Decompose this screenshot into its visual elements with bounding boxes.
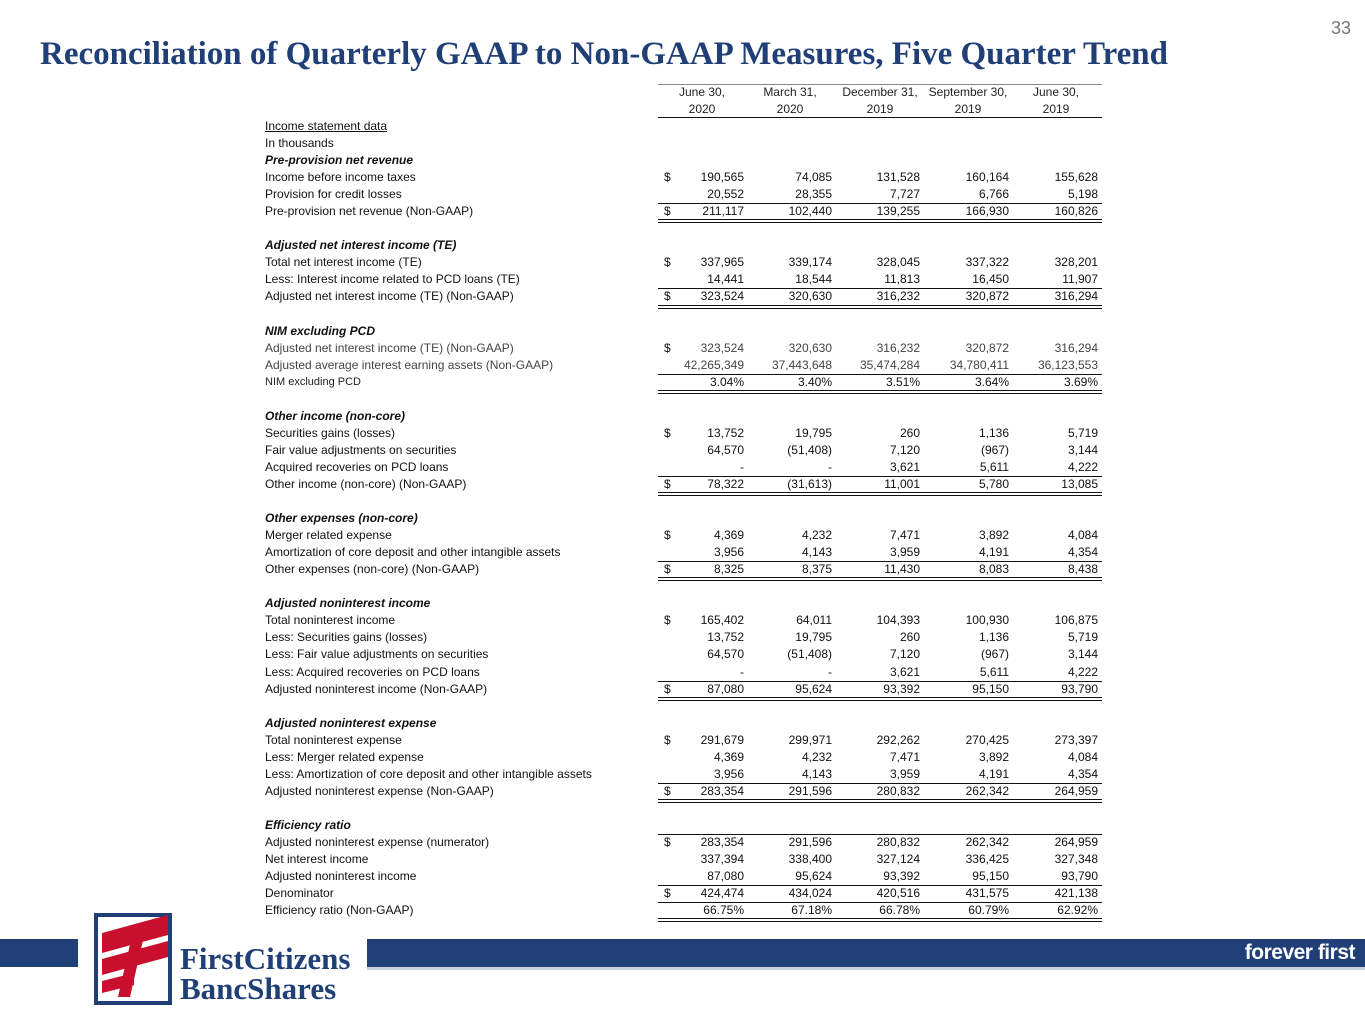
row-label: NIM excluding PCD [265, 375, 361, 388]
table-row [262, 408, 1102, 425]
row-label: Fair value adjustments on securities [265, 442, 457, 457]
cell-value: 3,621 [889, 664, 920, 679]
cell-value: 337,965 [700, 255, 744, 270]
cell-value: 4,222 [1067, 459, 1098, 474]
row-label: NIM excluding PCD [265, 323, 376, 338]
cell-value: 327,124 [876, 852, 920, 867]
cell-value: 270,425 [965, 732, 1009, 747]
table-header [262, 84, 1102, 118]
table-row [262, 220, 1102, 237]
cell-value: 7,120 [889, 647, 920, 662]
cell-value: 5,611 [979, 664, 1009, 679]
dollar-sign: $ [664, 681, 671, 696]
table-row [262, 306, 1102, 323]
row-label: Adjusted noninterest income (Non-GAAP) [265, 681, 488, 696]
cell-value: 60.79% [968, 903, 1009, 918]
cell-value: 3,144 [1067, 647, 1098, 662]
cell-value: 5,611 [979, 459, 1009, 474]
cell-value: 7,471 [889, 749, 920, 764]
cell-value: 5,780 [978, 476, 1009, 491]
cell-value: 328,201 [1054, 255, 1098, 270]
row-label: Adjusted noninterest expense [265, 715, 437, 730]
cell-value: 87,080 [707, 869, 744, 884]
row-label: Efficiency ratio (Non-GAAP) [265, 903, 414, 918]
cell-value: 336,425 [965, 852, 1009, 867]
row-label: Adjusted noninterest expense (Non-GAAP) [265, 783, 494, 798]
cell-value: 28,355 [795, 187, 832, 202]
table-row [262, 425, 1102, 442]
footer-bar-left [0, 939, 78, 967]
dollar-sign: $ [664, 562, 671, 577]
cell-value: - [828, 664, 832, 679]
cell-value: 11,907 [1062, 272, 1098, 287]
cell-value: 211,117 [702, 204, 744, 219]
cell-value: 3.51% [885, 374, 920, 389]
cell-value: 1,136 [978, 425, 1009, 440]
cell-value: 93,790 [1061, 681, 1098, 696]
cell-value: (51,408) [787, 647, 832, 662]
cell-value: 3,144 [1067, 442, 1098, 457]
cell-value: 4,084 [1067, 528, 1098, 543]
table-row [262, 851, 1102, 868]
footer-bar-shadow [367, 967, 1365, 970]
cell-value: 74,085 [795, 170, 832, 185]
cell-value: 338,400 [788, 852, 832, 867]
table-row [262, 271, 1102, 288]
table-row [262, 118, 1102, 135]
row-label: Adjusted net interest income (TE) (Non-GAAP) [265, 340, 514, 355]
cell-value: 328,045 [876, 255, 920, 270]
table-row [262, 186, 1102, 203]
row-label: Net interest income [265, 852, 369, 867]
cell-value: 166,930 [965, 204, 1009, 219]
cell-value: 320,872 [965, 340, 1009, 355]
cell-value: 3,621 [889, 459, 920, 474]
cell-value: 155,628 [1054, 170, 1098, 185]
cell-value: 4,143 [801, 766, 832, 781]
table-row [262, 817, 1102, 834]
dollar-sign: $ [664, 255, 671, 270]
table-row [262, 595, 1102, 612]
cell-value: 291,596 [788, 783, 832, 798]
logo-line1: FirstCitizens [180, 941, 351, 976]
cell-value: 7,120 [889, 442, 920, 457]
dollar-sign: $ [664, 732, 671, 747]
cell-value: 320,630 [788, 340, 832, 355]
cell-value: 19,795 [795, 425, 832, 440]
cell-value: - [740, 664, 744, 679]
cell-value: 3.04% [709, 374, 744, 389]
table-row [262, 476, 1102, 493]
cell-value: 13,752 [707, 630, 744, 645]
column-header-4-line2: 2019 [1042, 102, 1070, 116]
cell-value: (967) [980, 647, 1009, 662]
cell-value: 280,832 [876, 834, 920, 849]
table-row [262, 288, 1102, 305]
cell-value: 78,322 [707, 476, 744, 491]
cell-value: 316,232 [876, 289, 920, 304]
cell-value: - [740, 459, 744, 474]
cell-value: 316,294 [1054, 340, 1098, 355]
cell-value: 5,719 [1067, 630, 1098, 645]
table-row [262, 902, 1102, 919]
row-label: Other expenses (non-core) [265, 511, 418, 526]
column-header-1-line2: 2020 [776, 102, 804, 116]
dollar-sign: $ [664, 613, 671, 628]
table-row [262, 237, 1102, 254]
table-row [262, 510, 1102, 527]
cell-value: 283,354 [700, 834, 744, 849]
column-header-0-line1: June 30, [678, 85, 726, 99]
total-double-rule [658, 921, 1102, 922]
cell-value: 337,394 [700, 852, 744, 867]
cell-value: 434,024 [788, 886, 832, 901]
cell-value: 264,959 [1054, 834, 1098, 849]
row-label: Adjusted net interest income (TE) (Non-GAAP) [265, 289, 514, 304]
cell-value: 131,528 [876, 170, 920, 185]
cell-value: 165,402 [700, 613, 744, 628]
cell-value: 320,872 [965, 289, 1009, 304]
row-label: Pre-provision net revenue (Non-GAAP) [265, 204, 474, 219]
row-label: Less: Fair value adjustments on securities [265, 647, 489, 662]
table-row [262, 732, 1102, 749]
table-row [262, 544, 1102, 561]
table-row [262, 664, 1102, 681]
row-label: Income before income taxes [265, 170, 416, 185]
cell-value: 8,083 [978, 562, 1009, 577]
cell-value: 3.40% [797, 374, 832, 389]
dollar-sign: $ [664, 783, 671, 798]
cell-value: 421,138 [1054, 886, 1098, 901]
table-row [262, 527, 1102, 544]
table-row [262, 834, 1102, 851]
dollar-sign: $ [664, 834, 671, 849]
cell-value: 316,294 [1054, 289, 1098, 304]
cell-value: 8,438 [1067, 562, 1098, 577]
cell-value: 36,123,553 [1037, 357, 1098, 372]
cell-value: 4,222 [1067, 664, 1098, 679]
cell-value: 4,143 [801, 545, 832, 560]
row-label: Less: Merger related expense [265, 749, 424, 764]
cell-value: 4,232 [801, 749, 832, 764]
row-label: Adjusted noninterest expense (numerator) [265, 834, 490, 849]
table-row [262, 800, 1102, 817]
dollar-sign: $ [664, 289, 671, 304]
dollar-sign: $ [664, 476, 671, 491]
cell-value: 4,084 [1067, 749, 1098, 764]
cell-value: 4,232 [801, 528, 832, 543]
tagline: forever first [1244, 941, 1355, 964]
table-row [262, 698, 1102, 715]
cell-value: 291,679 [700, 732, 744, 747]
row-label: Total noninterest expense [265, 732, 402, 747]
cell-value: 93,392 [883, 681, 920, 696]
cell-value: 280,832 [876, 783, 920, 798]
cell-value: 6,766 [978, 187, 1009, 202]
cell-value: 3.69% [1063, 374, 1098, 389]
dollar-sign: $ [664, 425, 671, 440]
row-label: Pre-provision net revenue [265, 153, 414, 168]
cell-value: (967) [980, 442, 1009, 457]
cell-value: 424,474 [700, 886, 744, 901]
row-label: Adjusted net interest income (TE) [265, 238, 457, 253]
cell-value: 3,956 [713, 545, 744, 560]
column-header-2-line2: 2019 [866, 102, 894, 116]
cell-value: 5,198 [1067, 187, 1098, 202]
cell-value: 93,790 [1061, 869, 1098, 884]
logo-flag-icon [94, 905, 174, 1005]
dollar-sign: $ [664, 204, 671, 219]
cell-value: 190,565 [700, 170, 744, 185]
cell-value: 35,474,284 [859, 357, 920, 372]
row-label: In thousands [265, 136, 334, 151]
cell-value: 95,624 [795, 681, 832, 696]
cell-value: 34,780,411 [949, 357, 1009, 372]
cell-value: 64,570 [707, 647, 744, 662]
cell-value: 13,752 [707, 425, 744, 440]
cell-value: 160,826 [1054, 204, 1098, 219]
cell-value: 4,369 [713, 749, 744, 764]
cell-value: 160,164 [965, 170, 1009, 185]
page-title: Reconciliation of Quarterly GAAP to Non-GAAP Measures, Five Quarter Trend [40, 36, 1168, 72]
cell-value: 323,524 [700, 289, 744, 304]
cell-value: 3,959 [889, 766, 920, 781]
table-row [262, 629, 1102, 646]
cell-value: 14,441 [707, 272, 744, 287]
cell-value: 11,813 [884, 272, 920, 287]
cell-value: 264,959 [1054, 783, 1098, 798]
table-row [262, 561, 1102, 578]
table-row [262, 715, 1102, 732]
cell-value: 106,875 [1054, 613, 1098, 628]
cell-value: 64,570 [707, 442, 744, 457]
row-label: Acquired recoveries on PCD loans [265, 459, 449, 474]
table-row [262, 254, 1102, 271]
cell-value: 7,727 [889, 187, 920, 202]
table-row [262, 459, 1102, 476]
cell-value: 42,265,349 [683, 357, 744, 372]
cell-value: 87,080 [707, 681, 744, 696]
cell-value: 3,956 [713, 766, 744, 781]
table-row [262, 152, 1102, 169]
cell-value: 66.78% [879, 903, 920, 918]
cell-value: 62.92% [1057, 903, 1098, 918]
cell-value: 16,450 [972, 272, 1009, 287]
cell-value: 100,930 [965, 613, 1009, 628]
cell-value: 320,630 [788, 289, 832, 304]
cell-value: - [828, 459, 832, 474]
row-label: Securities gains (losses) [265, 425, 396, 440]
cell-value: 420,516 [876, 886, 920, 901]
row-label: Adjusted average interest earning assets (Non-GAAP) [265, 357, 554, 372]
table-row [262, 646, 1102, 663]
table-row [262, 203, 1102, 220]
row-label: Efficiency ratio [265, 817, 351, 832]
table-row [262, 885, 1102, 902]
cell-value: 339,174 [788, 255, 832, 270]
page-number: 33 [1330, 18, 1351, 38]
cell-value: 19,795 [795, 630, 832, 645]
table-row [262, 323, 1102, 340]
column-header-2-line1: December 31, [842, 85, 918, 99]
row-label: Less: Interest income related to PCD loans (TE) [265, 272, 520, 287]
cell-value: 95,150 [972, 869, 1009, 884]
cell-value: 260 [899, 630, 920, 645]
column-header-1-line1: March 31, [763, 85, 817, 99]
cell-value: 64,011 [796, 613, 832, 628]
row-label: Less: Amortization of core deposit and other intangible assets [265, 766, 592, 781]
cell-value: 20,552 [707, 187, 744, 202]
cell-value: 66.75% [703, 903, 744, 918]
table-row [262, 391, 1102, 408]
cell-value: 95,150 [972, 681, 1009, 696]
row-label: Income statement data [265, 119, 388, 133]
cell-value: 3,892 [978, 528, 1009, 543]
cell-value: 18,544 [795, 272, 832, 287]
table-row [262, 868, 1102, 885]
cell-value: (51,408) [787, 442, 832, 457]
cell-value: 316,232 [876, 340, 920, 355]
cell-value: 327,348 [1054, 852, 1098, 867]
cell-value: 3,959 [889, 545, 920, 560]
table-body [262, 118, 1102, 919]
cell-value: 283,354 [700, 783, 744, 798]
table-row [262, 374, 1102, 391]
cell-value: 93,392 [883, 869, 920, 884]
dollar-sign: $ [664, 340, 671, 355]
cell-value: 7,471 [889, 528, 920, 543]
reconciliation-table [262, 84, 1102, 919]
row-label: Less: Acquired recoveries on PCD loans [265, 664, 480, 679]
cell-value: 262,342 [965, 783, 1009, 798]
dollar-sign: $ [664, 170, 671, 185]
cell-value: 139,255 [876, 204, 920, 219]
cell-value: 4,191 [978, 545, 1009, 560]
cell-value: 37,443,648 [771, 357, 832, 372]
dollar-sign: $ [664, 886, 671, 901]
cell-value: 5,719 [1067, 425, 1098, 440]
cell-value: 323,524 [700, 340, 744, 355]
cell-value: 4,354 [1067, 545, 1098, 560]
cell-value: 104,393 [876, 613, 920, 628]
logo-wordmark [180, 941, 351, 1006]
table-row [262, 340, 1102, 357]
cell-value: 337,322 [965, 255, 1009, 270]
table-row [262, 578, 1102, 595]
cell-value: 11,430 [884, 562, 920, 577]
footer-bar [367, 939, 1365, 967]
cell-value: 4,191 [978, 766, 1009, 781]
row-label: Other income (non-core) (Non-GAAP) [265, 476, 467, 491]
row-label: Merger related expense [265, 528, 392, 543]
cell-value: 11,001 [884, 476, 920, 491]
cell-value: 291,596 [788, 834, 832, 849]
cell-value: 1,136 [978, 630, 1009, 645]
table-row [262, 169, 1102, 186]
cell-value: 67.18% [791, 903, 832, 918]
row-label: Other expenses (non-core) (Non-GAAP) [265, 562, 480, 577]
dollar-sign: $ [664, 528, 671, 543]
table-row [262, 357, 1102, 374]
cell-value: 13,085 [1061, 476, 1098, 491]
table-row [262, 493, 1102, 510]
cell-value: 299,971 [788, 732, 832, 747]
table-row [262, 749, 1102, 766]
table-row [262, 681, 1102, 698]
cell-value: 3.64% [974, 374, 1009, 389]
cell-value: 8,325 [713, 562, 744, 577]
column-header-0-line2: 2020 [688, 102, 716, 116]
column-header-3-line1: September 30, [928, 85, 1008, 99]
cell-value: 273,397 [1054, 732, 1098, 747]
cell-value: 431,575 [965, 886, 1009, 901]
row-label: Adjusted noninterest income [265, 869, 417, 884]
cell-value: 4,354 [1067, 766, 1098, 781]
column-header-3-line2: 2019 [954, 102, 982, 116]
cell-value: 292,262 [876, 732, 920, 747]
logo-line2: BancShares [180, 971, 337, 1006]
row-label: Adjusted noninterest income [265, 596, 431, 611]
row-label: Less: Securities gains (losses) [265, 630, 428, 645]
table-row [262, 442, 1102, 459]
row-label: Denominator [265, 886, 334, 901]
cell-value: 3,892 [978, 749, 1009, 764]
row-label: Provision for credit losses [265, 187, 402, 202]
table-row [262, 783, 1102, 800]
column-header-4-line1: June 30, [1032, 85, 1080, 99]
cell-value: 262,342 [965, 834, 1009, 849]
cell-value: 260 [899, 425, 920, 440]
cell-value: 95,624 [795, 869, 832, 884]
row-label: Amortization of core deposit and other intangible assets [265, 545, 561, 560]
table-row [262, 766, 1102, 783]
row-label: Other income (non-core) [265, 408, 406, 423]
table-row [262, 135, 1102, 152]
cell-value: (31,613) [787, 476, 832, 491]
table-row [262, 612, 1102, 629]
row-label: Total noninterest income [265, 613, 396, 628]
cell-value: 8,375 [801, 562, 832, 577]
cell-value: 102,440 [788, 204, 832, 219]
cell-value: 4,369 [713, 528, 744, 543]
row-label: Total net interest income (TE) [265, 255, 422, 270]
